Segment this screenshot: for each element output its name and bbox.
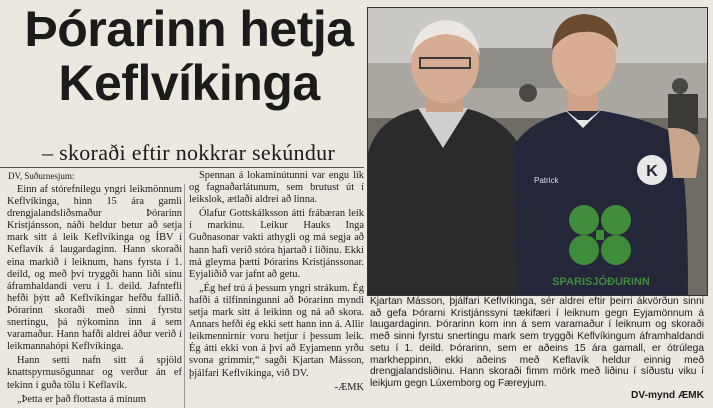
paragraph: „Þetta er það flottasta á mínum <box>17 393 146 405</box>
photo-caption <box>370 296 704 401</box>
divider-rule <box>0 167 364 168</box>
background-person <box>672 78 688 94</box>
paragraph: Einn af stórefnilegu yngri leikmönnum Keflvíkinga, hinn 15 ára gamli drengjalandsliðsmaður Þórarinn Kristjánsson, náði heldur betur að setja mark sitt á leik Keflvíkinga og ÍBV í Keflavík á laugardaginn. Hann skoraði eina markið í leiknum, hans fyrsta í 1. deild, og með því tryggði hann liði sínu áframhaldandi veru í 1. deild. Jafntefli hefði þýtt að Keflvíkingar hefðu fallið. Þórarinn skoraði með sinni fyrstu snertingu, þá nýkominn inn á sem varamaður. Hann hafði aldrei áður verið í leikmannahópi Keflvíkinga. <box>7 184 182 353</box>
kit-brand: Patrick <box>534 176 559 185</box>
dateline: DV, Suðurnesjum: <box>8 171 75 181</box>
column-divider <box>184 184 185 408</box>
article-column-1 <box>7 184 182 408</box>
article-column-2 <box>189 170 364 408</box>
background-person <box>519 84 537 102</box>
photo-illustration <box>368 8 707 295</box>
photo-credit: DV-mynd ÆMK <box>630 389 704 401</box>
sponsor-text: SPARISJÓÐURINN <box>552 276 650 288</box>
author-signature: -ÆMK <box>334 381 364 393</box>
coach-jacket <box>368 108 533 295</box>
paragraph: Spennan á lokamínútunni var engu lík og fagnaðarlátunum, sem brutust út í leikslok, ætlaði aldrei að linna. <box>189 170 364 206</box>
badge-letter: K <box>646 163 658 180</box>
paragraph: „Ég hef trú á þessum yngri strákum. Ég hafði á tilfinningunni að Þórarinn myndi setja mark sitt á leikinn og ná að skora. Annars hefði ég ekki sett hann inn á. Allir leikmennirnir voru hetjur í þessum leik. Ég átti ekki von á því að Eyjamenn yrðu svona grimmir,“ sagði Kjartan Másson, þjálfari Keflvíkinga, við DV. <box>189 282 364 379</box>
paragraph: Hann setti nafn sitt á spjöld knattspyrnusögunnar og verður án ef tekinn í guða tölu í Keflavík. <box>7 355 182 391</box>
caption-text: Kjartan Másson, þjálfari Keflvíkinga, sér aldrei eftir þeirri ákvörðun sinni að gefa Þórarni Kristjánssyni tækifæri í leiknum gegn Eyjamönnum á laugardaginn. Þórarinn kom inn á sem varamaður í leiknum og skoraði með sinni fyrstu snertingu mark sem tryggði Keflvíkingum áframhaldandi setu í 1. deild. Þórarinn, sem er aðeins 15 ára gamall, er ótrúlega markheppinn, ekki aðeins með Keflavík heldur einnig með drengjalandsliðinu. Hann skoraði fimm mörk með liðinu í síðustu viku í leikjum gegn Lúxemborg og Færeyjum. <box>370 296 704 389</box>
headline-line-1: Þórarinn hetja <box>24 1 354 57</box>
paragraph: Ólafur Gottskálksson átti frábæran leik í markinu. Leikur Hauks Inga Guðnasonar vakti athygli og má segja að hann hafi verið stóra hjartað í liðinu. Ekki má gleyma þætti Þórarins Kristjánssonar. Eyjaliðið var jafnt að getu. <box>189 208 364 280</box>
player-shirt <box>513 108 688 295</box>
news-photo <box>367 7 708 296</box>
headline-line-2: Keflvíkinga <box>58 55 320 111</box>
subheadline: – skoraði eftir nokkrar sekúndur <box>42 140 336 165</box>
headline <box>14 2 364 110</box>
